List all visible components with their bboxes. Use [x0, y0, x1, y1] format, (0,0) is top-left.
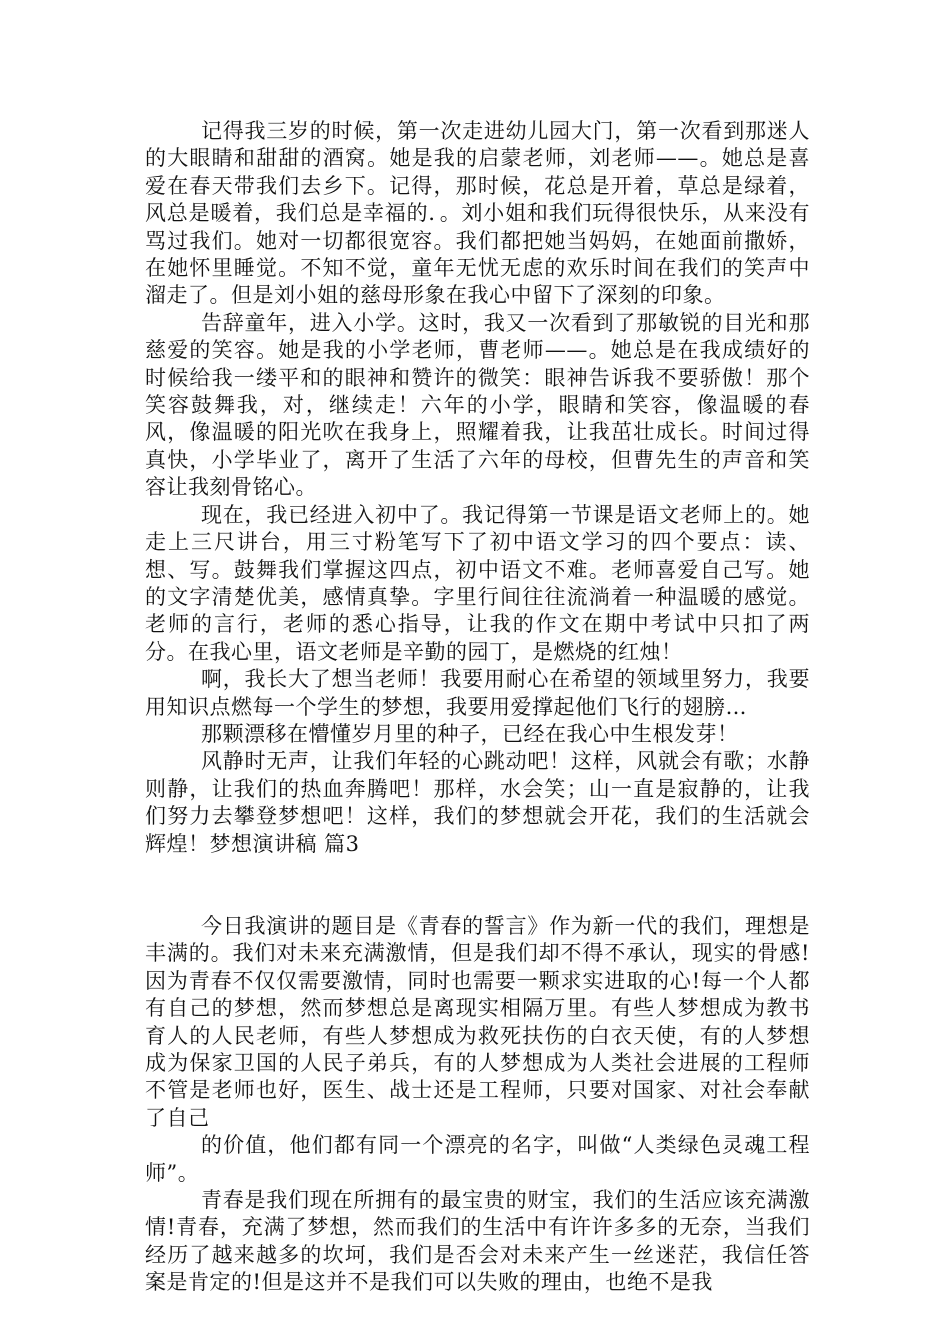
paragraph-want-to-be-teacher: 啊，我长大了想当老师！我要用耐心在希望的领域里努力，我要用知识点燃每一个学生的梦想，我要用爱撑起他们飞行的翅膀… — [145, 667, 810, 719]
paragraph-primary-school: 告辞童年，进入小学。这时，我又一次看到了那敏锐的目光和那慈爱的笑容。她是我的小学老师，曹老师——。她总是在我成绩好的时候给我一缕平和的眼神和赞许的微笑：眼神告诉我不要骄傲！那个笑容鼓舞我，对，继续走！六年的小学，眼睛和笑容，像温暖的春风，像温暖的阳光吹在我身上，照耀着我，让我茁壮成长。时间过得真快，小学毕业了，离开了生活了六年的母校，但曹先生的声音和笑容让我刻骨铭心。 — [145, 310, 810, 500]
paragraph-childhood: 记得我三岁的时候，第一次走进幼儿园大门，第一次看到那迷人的大眼睛和甜甜的酒窝。她是我的启蒙老师，刘老师——。她总是喜爱在春天带我们去乡下。记得，那时候，花总是开着，草总是绿着，风总是暖着，我们总是幸福的．。刘小姐和我们玩得很快乐，从来没有骂过我们。她对一切都很宽容。我们都把她当妈妈，在她面前撒娇，在她怀里睡觉。不知不觉，童年无忧无虑的欢乐时间在我们的笑声中溜走了。但是刘小姐的慈母形象在我心中留下了深刻的印象。 — [145, 119, 810, 308]
paragraph-middle-school: 现在，我已经进入初中了。我记得第一节课是语文老师上的。她走上三尺讲台，用三寸粉笔写下了初中语文学习的四个要点：读、想、写。鼓舞我们掌握这四点，初中语文不难。老师喜爱自己写。她的文字清楚优美，感情真挚。字里行间往往流淌着一种温暖的感觉。老师的言行，老师的悉心指导，让我的作文在期中考试中只扣了两分。在我心里，语文老师是辛勤的园丁，是燃烧的红烛！ — [145, 502, 810, 664]
paragraph-speech-title: 今日我演讲的题目是《青春的誓言》作为新一代的我们，理想是丰满的。我们对未来充满激情，但是我们却不得不承认，现实的骨感!因为青春不仅仅需要激情，同时也需要一颗求实进取的心!每一个人都有自己的梦想，然而梦想总是离现实相隔万里。有些人梦想成为教书育人的人民老师，有些人梦想成为救死扶伤的白衣天使，有的人梦想成为保家卫国的人民子弟兵，有的人梦想成为人类社会进展的工程师不管是老师也好，医生、战士还是工程师，只要对国家、对社会奉献了自己 — [145, 913, 810, 1130]
paragraph-value: 的价值，他们都有同一个漂亮的名字，叫做“人类绿色灵魂工程师”。 — [145, 1133, 810, 1185]
section-gap — [145, 858, 810, 913]
document-page — [145, 118, 810, 1297]
paragraph-seed: 那颗漂移在懵懂岁月里的种子，已经在我心中生根发芽！ — [201, 721, 739, 746]
paragraph-closing-with-heading: 风静时无声，让我们年轻的心跳动吧！这样，风就会有歌；水静则静，让我们的热血奔腾吧！那样，水会笑；山一直是寂静的，让我们努力去攀登梦想吧！这样，我们的梦想就会开花，我们的生活就会辉煌！梦想演讲稿 篇3 — [145, 749, 810, 856]
paragraph-youth-treasure: 青春是我们现在所拥有的最宝贵的财宝，我们的生活应该充满激情!青春，充满了梦想，然而我们的生活中有许许多多的无奈，当我们经历了越来越多的坎坷，我们是否会对未来产生一丝迷茫，我信任答案是肯定的!但是这并不是我们可以失败的理由，也绝不是我 — [145, 1188, 810, 1295]
